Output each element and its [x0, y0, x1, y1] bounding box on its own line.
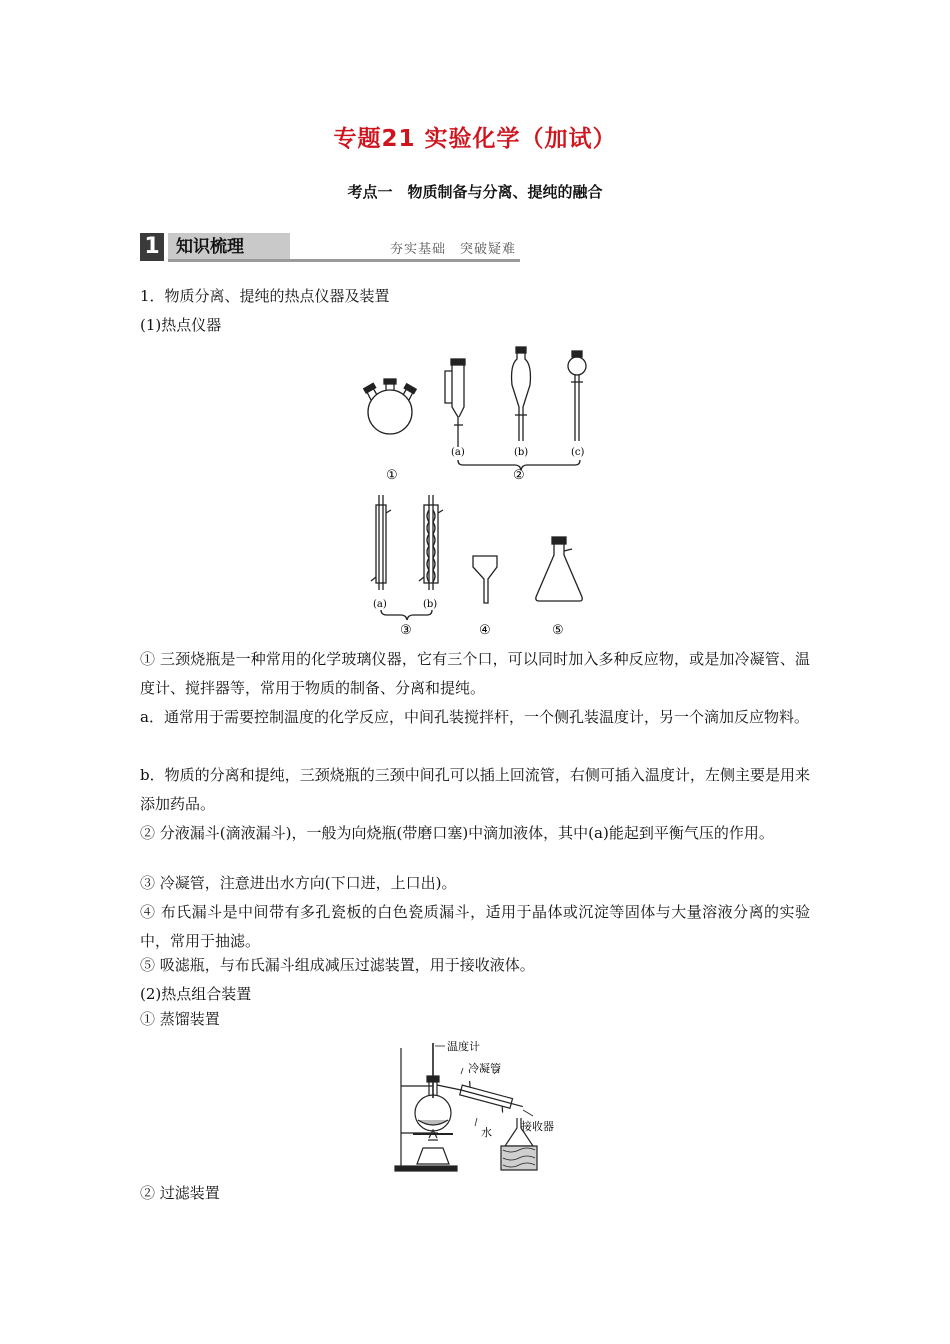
- label-n3: ③: [400, 623, 412, 638]
- banner-slogan: 夯实基础 突破疑难: [390, 242, 517, 257]
- page-title: 专题21 实验化学（加试）: [333, 126, 617, 152]
- label-water: 水: [481, 1126, 492, 1139]
- label-2c: (c): [571, 447, 585, 458]
- label-n5: ⑤: [552, 623, 564, 638]
- spherical-funnel-c-icon: [568, 351, 586, 441]
- straight-condenser-icon: [371, 495, 391, 590]
- banner-underline: [168, 259, 520, 262]
- apparatus-figure: [355, 345, 615, 640]
- suction-flask-icon: [536, 537, 582, 601]
- paragraph-6: ④ 布氏漏斗是中间带有多孔瓷板的白色瓷质漏斗，适用于晶体或沉淀等固体与大量溶液分离的实验中，常用于抽滤。: [140, 903, 810, 950]
- paragraph-5: ③ 冷凝管，注意进出水方向(下口进，上口出)。: [140, 874, 457, 892]
- bulb-condenser-icon: [419, 495, 443, 590]
- paragraph-4: ② 分液漏斗(滴液漏斗)，一般为向烧瓶(带磨口塞)中滴加液体，其中(a)能起到平衡气压的作用。: [140, 824, 774, 842]
- brace-3: [381, 610, 432, 620]
- buchner-funnel-icon: [473, 556, 497, 603]
- paragraph-7: ⑤ 吸滤瓶，与布氏漏斗组成减压过滤装置，用于接收液体。: [140, 956, 535, 974]
- knowledge-banner: [140, 233, 520, 263]
- label-n2: ②: [513, 468, 525, 483]
- distillation-figure: [393, 1038, 568, 1176]
- paragraph-3: b．物质的分离和提纯，三颈烧瓶的三颈中间孔可以插上回流管，右侧可插入温度计，左侧主要是用来添加药品。: [140, 766, 810, 813]
- filter-heading: ② 过滤装置: [140, 1184, 220, 1202]
- label-3b: (b): [423, 599, 438, 610]
- paragraph-2: a．通常用于需要控制温度的化学反应，中间孔装搅拌杆，一个侧孔装温度计，另一个滴加反应物料。: [140, 708, 809, 726]
- section-subtitle: 考点一 物质制备与分离、提纯的融合: [347, 183, 603, 201]
- separatory-funnel-b-icon: [512, 347, 531, 441]
- paragraph-1: ① 三颈烧瓶是一种常用的化学玻璃仪器，它有三个口，可以同时加入多种反应物，或是加冷凝管、温度计、搅拌器等，常用于物质的制备、分离和提纯。: [140, 650, 810, 697]
- banner-title: 知识梳理: [168, 233, 290, 261]
- label-thermometer: 温度计: [447, 1040, 480, 1053]
- label-n1: ①: [386, 468, 398, 483]
- label-3a: (a): [373, 599, 387, 610]
- sub2-heading: (2)热点组合装置: [140, 985, 252, 1003]
- label-condenser: 冷凝管: [468, 1062, 501, 1075]
- distill-heading: ① 蒸馏装置: [140, 1010, 220, 1028]
- banner-number: 1: [140, 233, 164, 261]
- label-receiver: 接收器: [521, 1120, 554, 1133]
- label-2b: (b): [514, 447, 529, 458]
- three-neck-flask-icon: [364, 379, 417, 434]
- label-n4: ④: [479, 623, 491, 638]
- dropping-funnel-a-icon: [445, 359, 465, 447]
- section1-sub1: (1)热点仪器: [140, 316, 222, 334]
- section1-heading: 1．物质分离、提纯的热点仪器及装置: [140, 287, 390, 305]
- label-2a: (a): [451, 447, 465, 458]
